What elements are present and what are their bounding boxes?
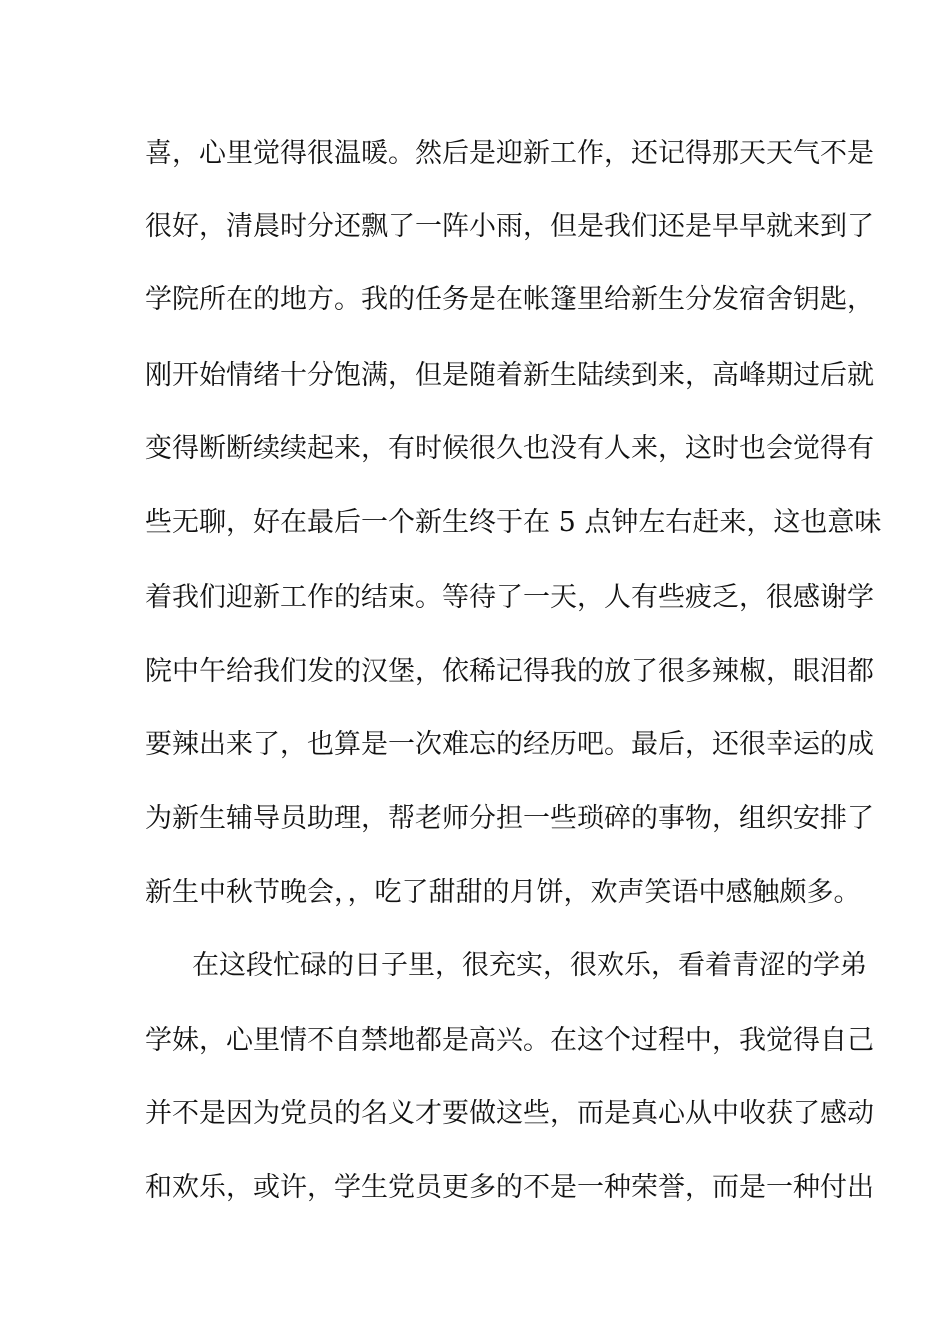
text-line: 着我们迎新工作的结束。等待了一天，人有些疲乏，很感谢学	[145, 582, 874, 613]
text-line: 为新生辅导员助理，帮老师分担一些琐碎的事物，组织安排了	[145, 803, 874, 834]
text-line: 变得断断续续起来，有时候很久也没有人来，这时也会觉得有	[145, 433, 874, 464]
text-line: 并不是因为党员的名义才要做这些，而是真心从中收获了感动	[145, 1098, 874, 1129]
text-line: 和欢乐，或许，学生党员更多的不是一种荣誉，而是一种付出	[145, 1172, 874, 1203]
text-line: 学妹，心里情不自禁地都是高兴。在这个过程中，我觉得自己	[145, 1025, 874, 1056]
text-line: 新生中秋节晚会，，吃了甜甜的月饼，欢声笑语中感触颇多。	[145, 877, 861, 908]
paragraph-first-line: 在这段忙碌的日子里，很充实，很欢乐，看着青涩的学弟	[192, 950, 867, 981]
text-line: 喜，心里觉得很温暖。然后是迎新工作，还记得那天天气不是	[145, 138, 874, 169]
text-line: 些无聊，好在最后一个新生终于在 5 点钟左右赶来，这也意味	[145, 507, 882, 538]
text-line: 刚开始情绪十分饱满，但是随着新生陆续到来，高峰期过后就	[145, 360, 874, 391]
text-line: 院中午给我们发的汉堡，依稀记得我的放了很多辣椒，眼泪都	[145, 656, 874, 687]
text-line: 要辣出来了，也算是一次难忘的经历吧。最后，还很幸运的成	[145, 729, 874, 760]
text-line: 很好，清晨时分还飘了一阵小雨，但是我们还是早早就来到了	[145, 211, 874, 242]
text-line: 学院所在的地方。我的任务是在帐篷里给新生分发宿舍钥匙，	[145, 284, 874, 315]
